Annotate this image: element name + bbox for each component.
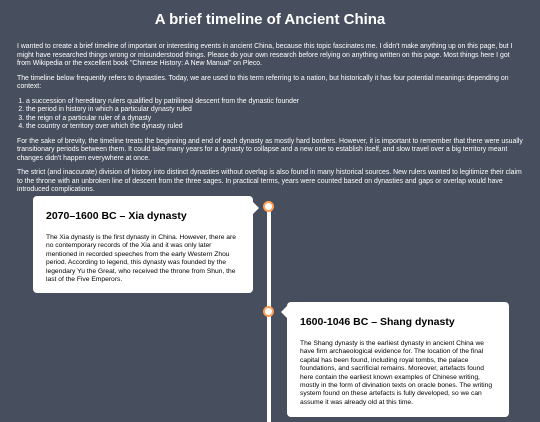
list-item: 4. the country or territory over which the dynasty ruled [26,123,525,132]
list-item: 3. the reign of a particular ruler of a dynasty [26,115,525,124]
intro-paragraph: For the sake of brevity, the timeline treats the beginning and end of each dynasty as mostly hard borders. However, it is important to remember that there were usually transitionary periods between them. It could take many years for a dynasty to collapse and a new one to establish itself, and slow travel over a big territory meant changes didn't happen everywhere at once. [17,137,523,162]
card-pointer-arrow [281,306,287,318]
intro-paragraph: The strict (and inaccurate) division of history into distinct dynasties without overlap is also found in many historical sources. New rulers wanted to legitimize their claim to the throne with an unbroken line of descent from the three sages. In practical terms, years were counted based on dynasties and gaps or overlap would have introduced complications. [17,169,522,193]
timeline-dot [263,201,274,212]
page-title: A brief timeline of Ancient China [154,11,386,28]
list-item: 2. the period in history in which a particular dynasty ruled [26,106,525,115]
timeline-dot [263,306,274,317]
dynasty-meanings-list [17,98,525,132]
card-body: The Xia dynasty is the first dynasty in China. However, there are no contemporary records of the Xia and it was only later mentioned in recorded speeches from the early Western Zhou period. According to legend, this dynasty was founded by the legendary Yu the Great, who received the throne from Shun, the last of the Five Emperors. [46,234,236,284]
intro-section [17,43,525,201]
list-item: 1. a succession of hereditary rulers qualified by patrilineal descent from the dynastic founder [26,98,525,107]
intro-paragraph: I wanted to create a brief timeline of important or interesting events in ancient China, because this topic fascinates me. I didn't make anything up on this page, but I might have researched things wrong or misunderstood things. Please do your own research before relying on anything written on this page. Most things here I got from Wikipedia or the excellent book "Chinese History: A New Manual" on Pleco. [17,43,513,67]
card-heading: 2070–1600 BC – Xia dynasty [46,210,187,222]
timeline-card-xia [33,196,253,293]
card-body: The Shang dynasty is the earliest dynasty in ancient China we have firm archaeological evidence for. The location of the final capital has been found, including royal tombs, the palace foundations, and sacrificial remains. Moreover, artefacts found here contain the earliest known examples of Chinese writing, mostly in the form of divination texts on oracle bones. The writing system found on these artefacts is fully developed, so we can assume it was already old at this time. [300,340,493,406]
intro-paragraph: The timeline below frequently refers to dynasties. Today, we are used to this term referring to a nation, but historically it has four potential meanings depending on context: [17,74,509,90]
card-pointer-arrow [253,202,259,214]
timeline-card-shang [287,302,509,417]
card-heading: 1600-1046 BC – Shang dynasty [300,316,455,328]
